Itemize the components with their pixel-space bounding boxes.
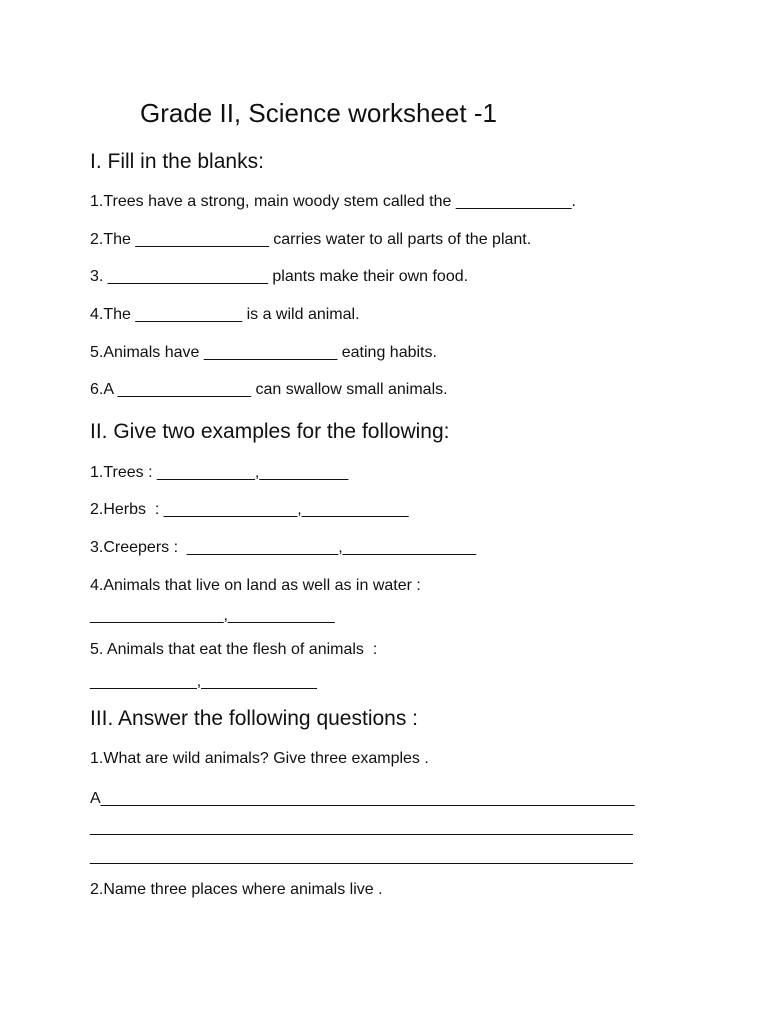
answer-line-1: A____________________________________________________________ xyxy=(90,790,635,807)
example-item-4: 4.Animals that live on land as well as in water : xyxy=(90,577,421,594)
answer-line-2: _____________________________________________________________ xyxy=(90,819,633,836)
example-item-3: 3.Creepers : _________________,_______________ xyxy=(90,539,477,556)
section-1-heading: I. Fill in the blanks: xyxy=(90,150,264,173)
worksheet-title: Grade II, Science worksheet -1 xyxy=(140,98,497,128)
example-item-2: 2.Herbs : _______________,____________ xyxy=(90,501,409,518)
answer-line-3: _____________________________________________________________ xyxy=(90,848,633,865)
fill-blank-4: 4.The ____________ is a wild animal. xyxy=(90,306,360,323)
fill-blank-2: 2.The _______________ carries water to all parts of the plant. xyxy=(90,231,532,248)
section-2-heading: II. Give two examples for the following: xyxy=(90,420,450,443)
fill-blank-3: 3. __________________ plants make their own food. xyxy=(90,268,469,285)
fill-blank-1: 1.Trees have a strong, main woody stem called the _____________. xyxy=(90,193,576,210)
section-3-heading: III. Answer the following questions : xyxy=(90,707,419,730)
example-item-5-blanks: ____________,_____________ xyxy=(90,673,317,690)
question-1: 1.What are wild animals? Give three examples . xyxy=(90,750,429,767)
question-2: 2.Name three places where animals live . xyxy=(90,881,383,898)
example-item-1: 1.Trees : ___________,__________ xyxy=(90,464,349,481)
fill-blank-6: 6.A _______________ can swallow small animals. xyxy=(90,381,448,398)
fill-blank-5: 5.Animals have _______________ eating habits. xyxy=(90,344,437,361)
example-item-5: 5. Animals that eat the flesh of animals : xyxy=(90,641,378,658)
example-item-4-blanks: _______________,____________ xyxy=(90,607,335,624)
